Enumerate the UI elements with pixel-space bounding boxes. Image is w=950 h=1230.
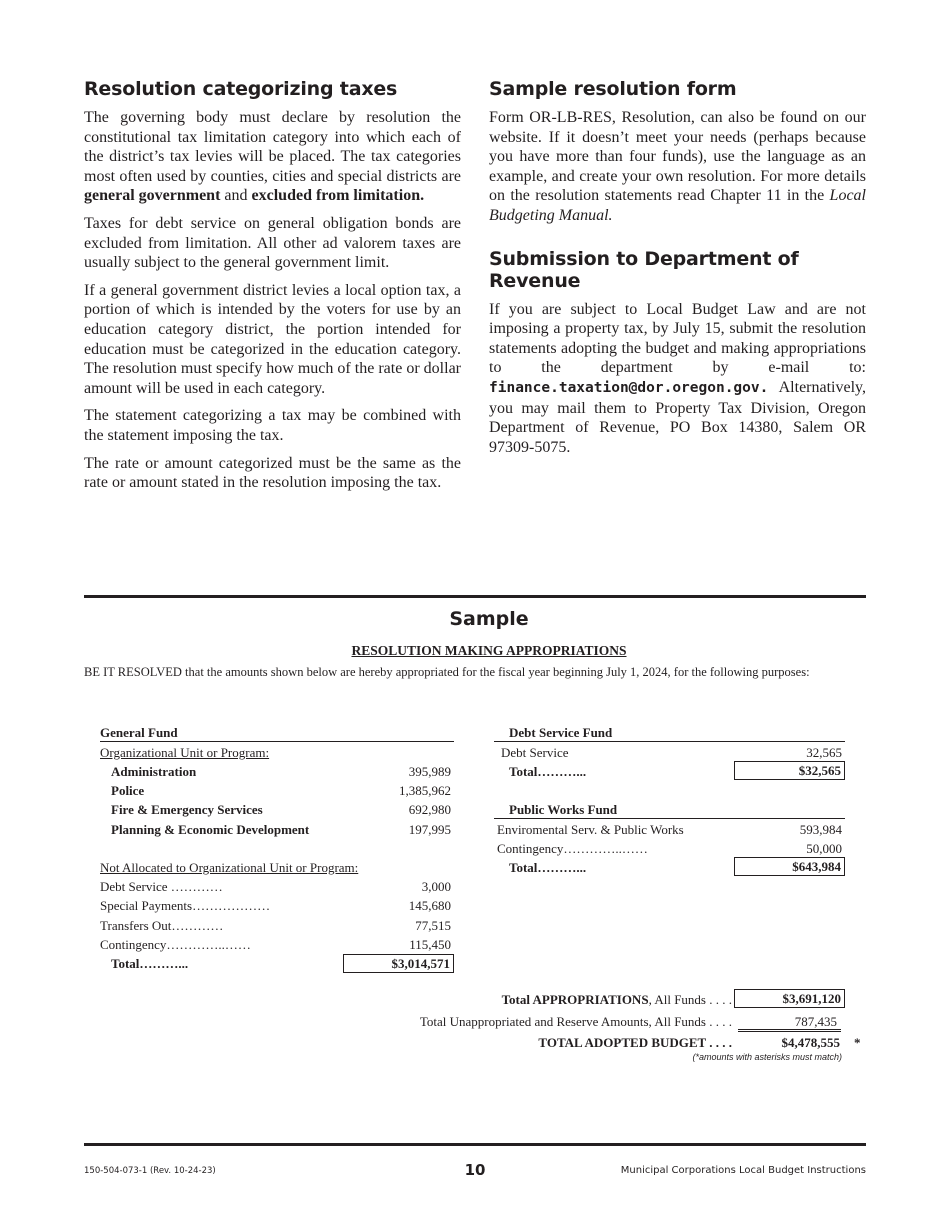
heading-resolution-categorizing-taxes: Resolution categorizing taxes bbox=[84, 78, 398, 100]
general-fund-underline bbox=[100, 741, 454, 742]
sample-title: Sample bbox=[449, 608, 529, 630]
footer-form-id: 150-504-073-1 (Rev. 10-24-23) bbox=[84, 1166, 216, 1176]
general-fund-title: General Fund bbox=[100, 725, 178, 740]
right-column bbox=[489, 78, 866, 465]
other-item-label-transfers-out: Transfers Out………… bbox=[100, 918, 224, 933]
footer-page-number: 10 bbox=[464, 1161, 486, 1179]
paragraph-submission bbox=[489, 300, 866, 458]
org-item-value-police: 1,385,962 bbox=[399, 783, 451, 798]
paragraph-sample-form bbox=[489, 108, 866, 226]
resolution-title: RESOLUTION MAKING APPROPRIATIONS bbox=[351, 643, 627, 658]
email-link[interactable]: finance.taxation@dor.oregon.gov. bbox=[489, 379, 769, 396]
sample-top-rule bbox=[84, 595, 866, 598]
heading-sample-resolution-form: Sample resolution form bbox=[489, 78, 737, 100]
heading-submission: Submission to Department of Revenue bbox=[489, 247, 799, 292]
org-item-value-planning: 197,995 bbox=[408, 822, 451, 837]
submission-text-b: Alternatively, you may mail them to Property Tax Division, Oregon Department of Revenue, PO Box 14380, Salem OR 97309-5075. bbox=[489, 378, 866, 456]
other-item-label-special-payments: Special Payments……………… bbox=[100, 898, 271, 913]
total-unappropriated-value: 787,435 bbox=[794, 1014, 837, 1029]
paragraph-categorizing-2: Taxes for debt service on general obligation bonds are excluded from limitation. All other ad valorem taxes are usually subject to the general government limit. bbox=[84, 214, 461, 272]
unappropriated-underline-1 bbox=[738, 1029, 841, 1030]
debt-fund-item-label: Debt Service bbox=[501, 745, 569, 760]
org-item-value-administration: 395,989 bbox=[408, 764, 451, 779]
p1-bold-general-government: general government bbox=[84, 187, 221, 205]
public-works-item-label-contingency: Contingency…………..…… bbox=[497, 841, 648, 856]
total-adopted-budget-label: TOTAL ADOPTED BUDGET . . . . bbox=[538, 1035, 732, 1050]
total-appropriations-bold: Total APPROPRIATIONS bbox=[501, 992, 649, 1007]
public-works-item-value-contingency: 50,000 bbox=[806, 841, 842, 856]
paragraph-categorizing-5: The rate or amount categorized must be the same as the rate or amount stated in the resolution imposing the tax. bbox=[84, 454, 461, 492]
debt-fund-title: Debt Service Fund bbox=[509, 725, 613, 740]
org-item-label-administration: Administration bbox=[111, 764, 197, 779]
manual-title: Local Budgeting Manual. bbox=[489, 187, 866, 224]
asterisk-note: (*amounts with asterisks must match) bbox=[692, 1052, 842, 1062]
footer-rule bbox=[84, 1143, 866, 1146]
public-works-total-box: $643,984 bbox=[734, 857, 845, 876]
p1-text-a: The governing body must declare by resolution the constitutional tax limitation category into which each of the district’s tax levies will be placed. The tax categories most often used by counties, cities and special districts are bbox=[84, 109, 461, 185]
general-fund-total-label: Total………... bbox=[111, 956, 189, 971]
other-item-value-special-payments: 145,680 bbox=[408, 898, 451, 913]
debt-fund-underline bbox=[494, 741, 845, 742]
public-works-item-label-enviromental: Enviromental Serv. & Public Works bbox=[497, 822, 684, 837]
org-item-value-fire: 692,980 bbox=[408, 802, 451, 817]
public-works-total-label: Total………... bbox=[509, 860, 587, 875]
total-appropriations-label bbox=[380, 992, 732, 1008]
other-item-value-debt-service: 3,000 bbox=[421, 879, 451, 894]
resolved-statement: BE IT RESOLVED that the amounts shown below are hereby appropriated for the fiscal year beginning July 1, 2024, for the following purposes: bbox=[84, 665, 810, 679]
p1-bold-excluded: excluded from limitation. bbox=[251, 187, 425, 205]
public-works-item-value-enviromental: 593,984 bbox=[799, 822, 842, 837]
paragraph-categorizing-4: The statement categorizing a tax may be combined with the statement imposing the tax. bbox=[84, 407, 461, 444]
general-fund-total-box: $3,014,571 bbox=[343, 954, 454, 973]
public-works-title: Public Works Fund bbox=[509, 802, 618, 817]
other-item-value-transfers-out: 77,515 bbox=[415, 918, 451, 933]
debt-fund-total-label: Total………... bbox=[509, 764, 587, 779]
not-allocated-label: Not Allocated to Organizational Unit or Program: bbox=[100, 860, 359, 875]
other-item-value-contingency: 115,450 bbox=[409, 937, 451, 952]
total-unappropriated-label: Total Unappropriated and Reserve Amounts, All Funds . . . . bbox=[419, 1014, 732, 1029]
total-appropriations-rest: , All Funds . . . . bbox=[648, 992, 732, 1007]
footer-doc-title: Municipal Corporations Local Budget Instructions bbox=[620, 1165, 866, 1176]
debt-fund-item-value: 32,565 bbox=[806, 745, 842, 760]
org-item-label-police: Police bbox=[111, 783, 145, 798]
paragraph-categorizing-3: If a general government district levies a local option tax, a portion of which is intended by the voters for use by an education category district, the portion intended for education must be categorized in the education category. The resolution must specify how much of the rate or dollar amount will be used in each category. bbox=[84, 281, 461, 397]
total-appropriations-box: $3,691,120 bbox=[734, 989, 845, 1008]
submission-text-a: If you are subject to Local Budget Law and are not imposing a property tax, by July 15, submit the resolution statements adopting the budget and making appropriations to the department by e-mail to: bbox=[489, 300, 866, 377]
paragraph-categorizing-1 bbox=[84, 108, 461, 206]
p1-text-and: and bbox=[220, 187, 252, 205]
org-item-label-fire: Fire & Emergency Services bbox=[111, 802, 263, 817]
left-column bbox=[84, 78, 461, 501]
debt-fund-total-box: $32,565 bbox=[734, 761, 845, 780]
other-item-label-debt-service: Debt Service ………… bbox=[100, 879, 223, 894]
org-item-label-planning: Planning & Economic Development bbox=[111, 822, 310, 837]
asterisk-marker: * bbox=[854, 1035, 861, 1050]
org-unit-label: Organizational Unit or Program: bbox=[100, 745, 270, 760]
public-works-underline bbox=[494, 818, 845, 819]
unappropriated-underline-2 bbox=[738, 1031, 841, 1032]
other-item-label-contingency: Contingency…………..…… bbox=[100, 937, 251, 952]
sample-form-text: Form OR-LB-RES, Resolution, can also be found on our website. If it doesn’t meet your needs (perhaps because you have more than four funds), use the language as an example, and create your own resolution. For more details on the resolution statements read Chapter 11 in the bbox=[489, 109, 866, 205]
total-adopted-budget-value: $4,478,555 bbox=[781, 1035, 840, 1050]
